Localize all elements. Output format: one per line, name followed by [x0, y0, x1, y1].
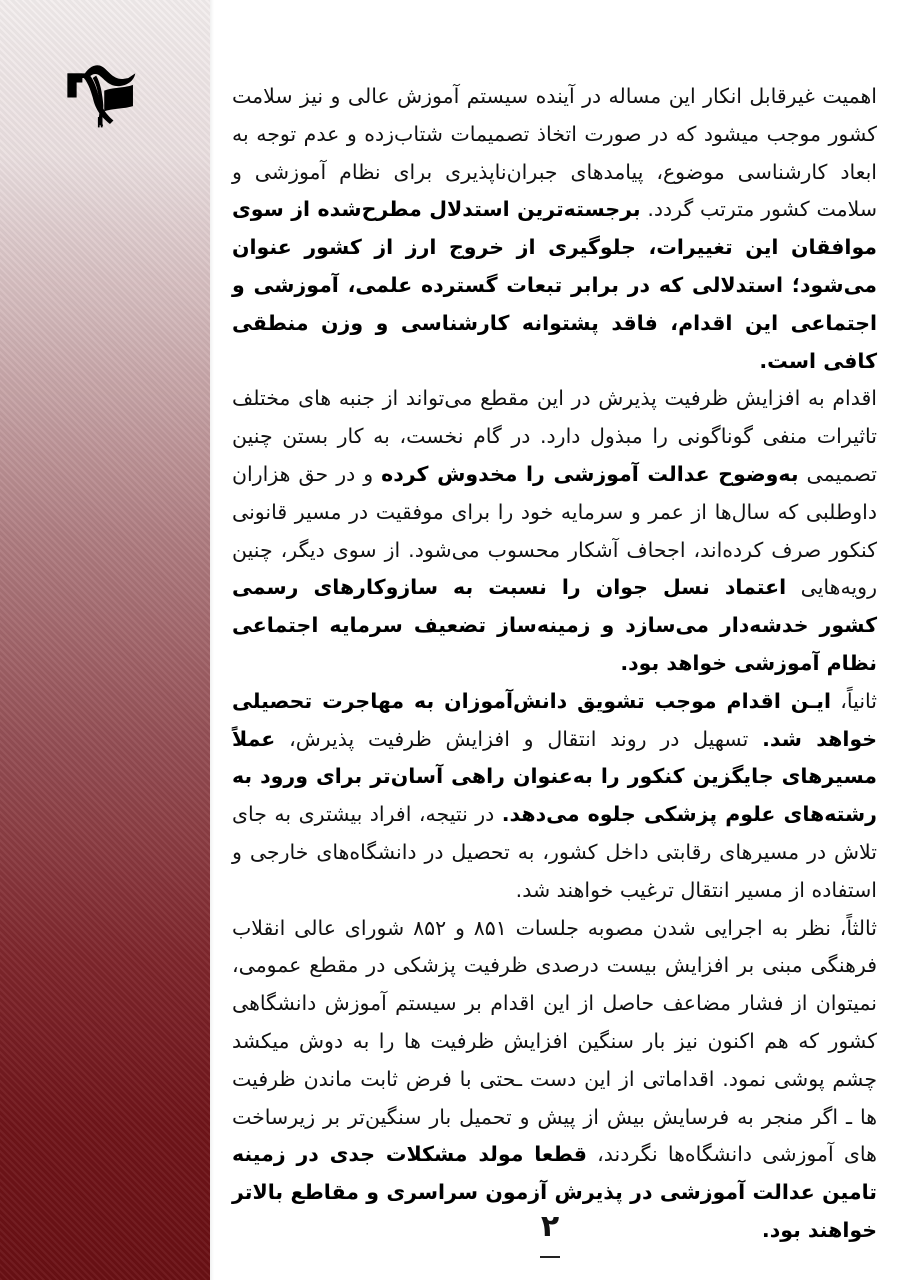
- calligraphic-emblem-icon: [40, 40, 165, 155]
- paragraph-text: ثالثاً، نظر به اجرایی شدن مصوبه جلسات ۸۵۱ و ۸۵۲ شورای عالی انقلاب فرهنگی مبنی بر افزایش بیست درصدی ظرفیت پزشکی در مقطع عمومی، نمیتوان از فشار مضاعف حاصل از این اقدام بر سیستم آموزش دانشگاهی کشور که هم اکنون نیز بار سنگین افزایش ظرفیت ها را به دوش میکشد چشم پوشی نمود. اقداماتی از این دست ـحتی با فرض ثابت ماندن ظرفیت ها ـ اگر منجر به فرسایش بیش از پیش و تحمیل بار سنگین‌تر بر زیرساخت های آموزشی دانشگاه‌ها نگردند،: [232, 915, 877, 1167]
- paragraph-text: اقدام به افزایش ظرفیت پذیرش در این مقطع می‌تواند از جنبه های مختلف تاثیرات منفی گوناگونی را مبذول دارد. در گام نخست، به کار بستن چنین تصمیمی: [232, 386, 878, 486]
- paragraph-bold-text: قطعا مولد مشکلات جدی در زمینه تامین عدالت آموزشی در پذیرش آزمون سراسری و مقاطع بالاتر خواهند بود.: [232, 1142, 877, 1242]
- paragraph-bold-text: به‌وضوح عدالت آموزشی را مخدوش کرده: [381, 461, 799, 486]
- paragraph-text: اهمیت غیرقابل انکار این مساله در آینده سیستم آموزش عالی و نیز سلامت کشور موجب میشود که در صورت اتخاذ تصمیمات شتاب‌زده و عدم توجه به ابعاد کارشناسی موضوع، پیامدهای جبران‌ناپذیری برای نظام آموزشی و سلامت کشور مترتب گردد.: [232, 84, 877, 222]
- paragraph-text: تسهیل در روند انتقال و افزایش ظرفیت پذیرش،: [275, 726, 763, 751]
- page-number-underline: [540, 1256, 560, 1258]
- paragraph-4: [232, 910, 877, 1250]
- paragraph-bold-text: عملاً مسیرهای جایگزین کنکور را به‌عنوان راهی آسان‌تر برای ورود به رشته‌های علوم پزشکی جلوه می‌دهد.: [232, 726, 877, 827]
- decorative-sidebar: [0, 0, 210, 1280]
- paragraph-2: [232, 380, 877, 682]
- paragraph-bold-text: ایـن اقدام موجب تشویق دانش‌آموزان به مهاجرت تحصیلی خواهد شد.: [232, 688, 877, 751]
- sidebar-edge-shadow: [210, 0, 214, 1280]
- paragraph-text: ثانیاً،: [830, 688, 877, 713]
- paragraph-3: [232, 683, 877, 910]
- paragraph-bold-text: اعتماد نسل جوان را نسبت به سازوکارهای رسمی کشور خدشه‌دار می‌سازد و زمینه‌ساز تضعیف سرمایه اجتماعی نظام آموزشی خواهد بود.: [232, 575, 877, 675]
- paragraph-bold-text: برجسته‌ترین استدلال مطرح‌شده از سوی موافقان این تغییرات، جلوگیری از خروج ارز از کشور عنوان می‌شود؛ استدلالی که در برابر تبعات گسترده علمی، آموزشی و اجتماعی این اقدام، فاقد پشتوانه کارشناسی و وزن منطقی کافی است.: [232, 197, 877, 373]
- paragraph-text: و در حق هزاران داوطلبی که سال‌ها از عمر و سرمایه خود را برای موفقیت در مسیر قانونی کنکور صرف کرده‌اند، اجحاف آشکار محسوب می‌شود. از سوی دیگر، چنین رویه‌هایی: [232, 461, 877, 600]
- paragraph-1: [232, 78, 877, 380]
- page-number: ۲: [540, 1209, 560, 1244]
- article-body: [232, 78, 877, 1250]
- paragraph-text: در نتیجه، افراد بیشتری به جای تلاش در مسیرهای رقابتی داخل کشور، به تحصیل در دانشگاه‌های خارجی و استفاده از مسیر انتقال ترغیب خواهند شد.: [232, 802, 877, 902]
